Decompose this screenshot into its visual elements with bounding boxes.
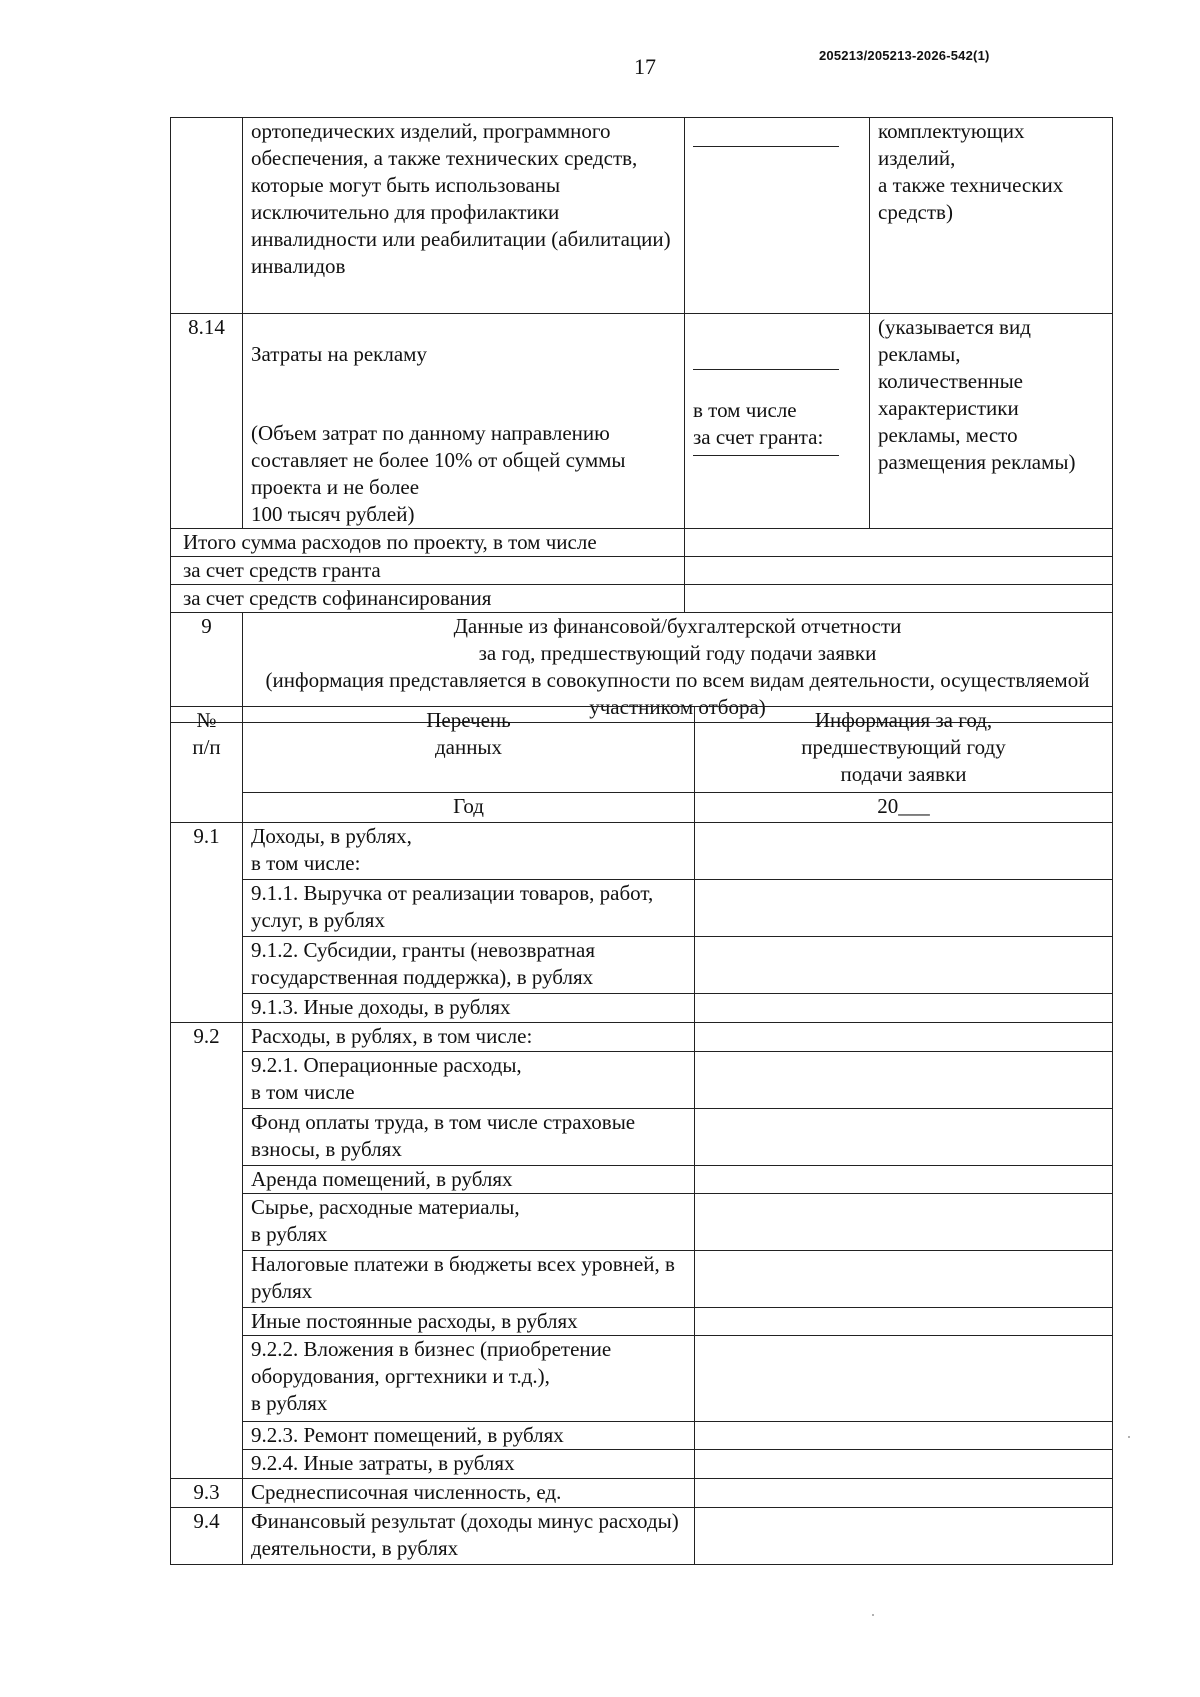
row-number: 9.3 (171, 1479, 243, 1508)
table-row (171, 118, 1113, 314)
row-label: 9.1.1. Выручка от реализации товаров, работ, услуг, в рублях (243, 880, 695, 937)
table-row (171, 1023, 1113, 1052)
row-value (695, 1166, 1113, 1194)
row-label: 9.1.3. Иные доходы, в рублях (243, 994, 695, 1023)
row-label: 9.2.2. Вложения в бизнес (приобретение оборудования, оргтехники и т.д.), в рублях (243, 1336, 695, 1422)
expenses-table (170, 117, 1113, 723)
expense-subtitle: (Объем затрат по данному направлению составляет не более 10% от общей суммы проекта и не более 100 тысяч рублей) (251, 421, 626, 526)
expense-note: (указывается вид рекламы, количественные характеристики рекламы, место размещения рекламы) (870, 314, 1113, 529)
row-value (695, 1508, 1113, 1565)
table-row (171, 880, 1113, 937)
amount-blank-line (693, 341, 839, 370)
table-row (171, 314, 1113, 529)
table-row (171, 1308, 1113, 1336)
page-number: 17 (634, 54, 656, 79)
row-label: Расходы, в рублях, в том числе: (243, 1023, 695, 1052)
amount-cell (685, 118, 870, 314)
row-value (695, 1251, 1113, 1308)
amount-cell (685, 314, 870, 529)
row-label: Сырье, расходные материалы, в рублях (243, 1194, 695, 1251)
row-value (695, 823, 1113, 880)
total-value (685, 585, 1113, 613)
row-label: Иные постоянные расходы, в рублях (243, 1308, 695, 1336)
row-number: 9.2 (171, 1023, 243, 1479)
table-row (171, 1450, 1113, 1479)
section-number: 9 (171, 613, 243, 723)
expense-title: Затраты на рекламу (251, 342, 427, 366)
total-row (171, 529, 1113, 557)
row-value (695, 1109, 1113, 1166)
row-label: Аренда помещений, в рублях (243, 1166, 695, 1194)
row-number: 8.14 (171, 314, 243, 529)
row-value (695, 1194, 1113, 1251)
expense-description: ортопедических изделий, программного обеспечения, а также технических средств, которые могут быть использованы исключительно для профилактики инвалидности или реабилитации (абилитации) инвалидов (243, 118, 685, 314)
scan-speck (872, 1614, 874, 1616)
table-row (171, 937, 1113, 994)
expense-note: комплектующих изделий, а также технических средств) (870, 118, 1113, 314)
column-header-list: Перечень данных (243, 707, 695, 793)
grant-blank-line (693, 451, 839, 456)
row-number (171, 118, 243, 314)
total-row (171, 585, 1113, 613)
row-label: Фонд оплаты труда, в том числе страховые взносы, в рублях (243, 1109, 695, 1166)
table-row (171, 1052, 1113, 1109)
row-value (695, 880, 1113, 937)
table-row (171, 1479, 1113, 1508)
row-value (695, 994, 1113, 1023)
row-value (695, 1308, 1113, 1336)
table-row (171, 823, 1113, 880)
row-number: 9.4 (171, 1508, 243, 1565)
grant-share-label: в том числе за счет гранта: (693, 398, 824, 449)
row-label: Налоговые платежи в бюджеты всех уровней, в рублях (243, 1251, 695, 1308)
column-header-number: № п/п (171, 707, 243, 823)
year-value: 20___ (695, 793, 1113, 823)
row-value (695, 937, 1113, 994)
row-value (695, 1052, 1113, 1109)
total-label: за счет средств софинансирования (171, 585, 685, 613)
total-row (171, 557, 1113, 585)
total-label: Итого сумма расходов по проекту, в том числе (171, 529, 685, 557)
amount-blank-line (693, 118, 839, 147)
table-row (171, 1251, 1113, 1308)
year-row (171, 793, 1113, 823)
row-number: 9.1 (171, 823, 243, 1023)
total-value (685, 557, 1113, 585)
total-label: за счет средств гранта (171, 557, 685, 585)
row-label: Доходы, в рублях, в том числе: (243, 823, 695, 880)
column-header-info: Информация за год, предшествующий году подачи заявки (695, 707, 1113, 793)
row-label: 9.2.4. Иные затраты, в рублях (243, 1450, 695, 1479)
expense-description (243, 314, 685, 529)
table-row (171, 1166, 1113, 1194)
row-label: Финансовый результат (доходы минус расходы) деятельности, в рублях (243, 1508, 695, 1565)
table-row (171, 1194, 1113, 1251)
scan-speck (1128, 1436, 1130, 1438)
row-value (695, 1479, 1113, 1508)
section-title: Данные из финансовой/бухгалтерской отчетности за год, предшествующий году подачи заявки (информация представляется в совокупности по всем видам деятельности, осуществляемой участником отбора) (243, 613, 1113, 723)
table-row (171, 1109, 1113, 1166)
financial-data-table (170, 706, 1113, 1565)
row-value (695, 1450, 1113, 1479)
row-label: Среднесписочная численность, ед. (243, 1479, 695, 1508)
total-value (685, 529, 1113, 557)
document-id: 205213/205213-2026-542(1) (819, 48, 990, 63)
table-row (171, 1508, 1113, 1565)
row-value (695, 1422, 1113, 1450)
table-header-row (171, 707, 1113, 793)
row-label: 9.2.1. Операционные расходы, в том числе (243, 1052, 695, 1109)
row-label: 9.2.3. Ремонт помещений, в рублях (243, 1422, 695, 1450)
table-row (171, 994, 1113, 1023)
table-row (171, 1336, 1113, 1422)
row-value (695, 1023, 1113, 1052)
year-label: Год (243, 793, 695, 823)
table-row (171, 1422, 1113, 1450)
row-label: 9.1.2. Субсидии, гранты (невозвратная государственная поддержка), в рублях (243, 937, 695, 994)
row-value (695, 1336, 1113, 1422)
